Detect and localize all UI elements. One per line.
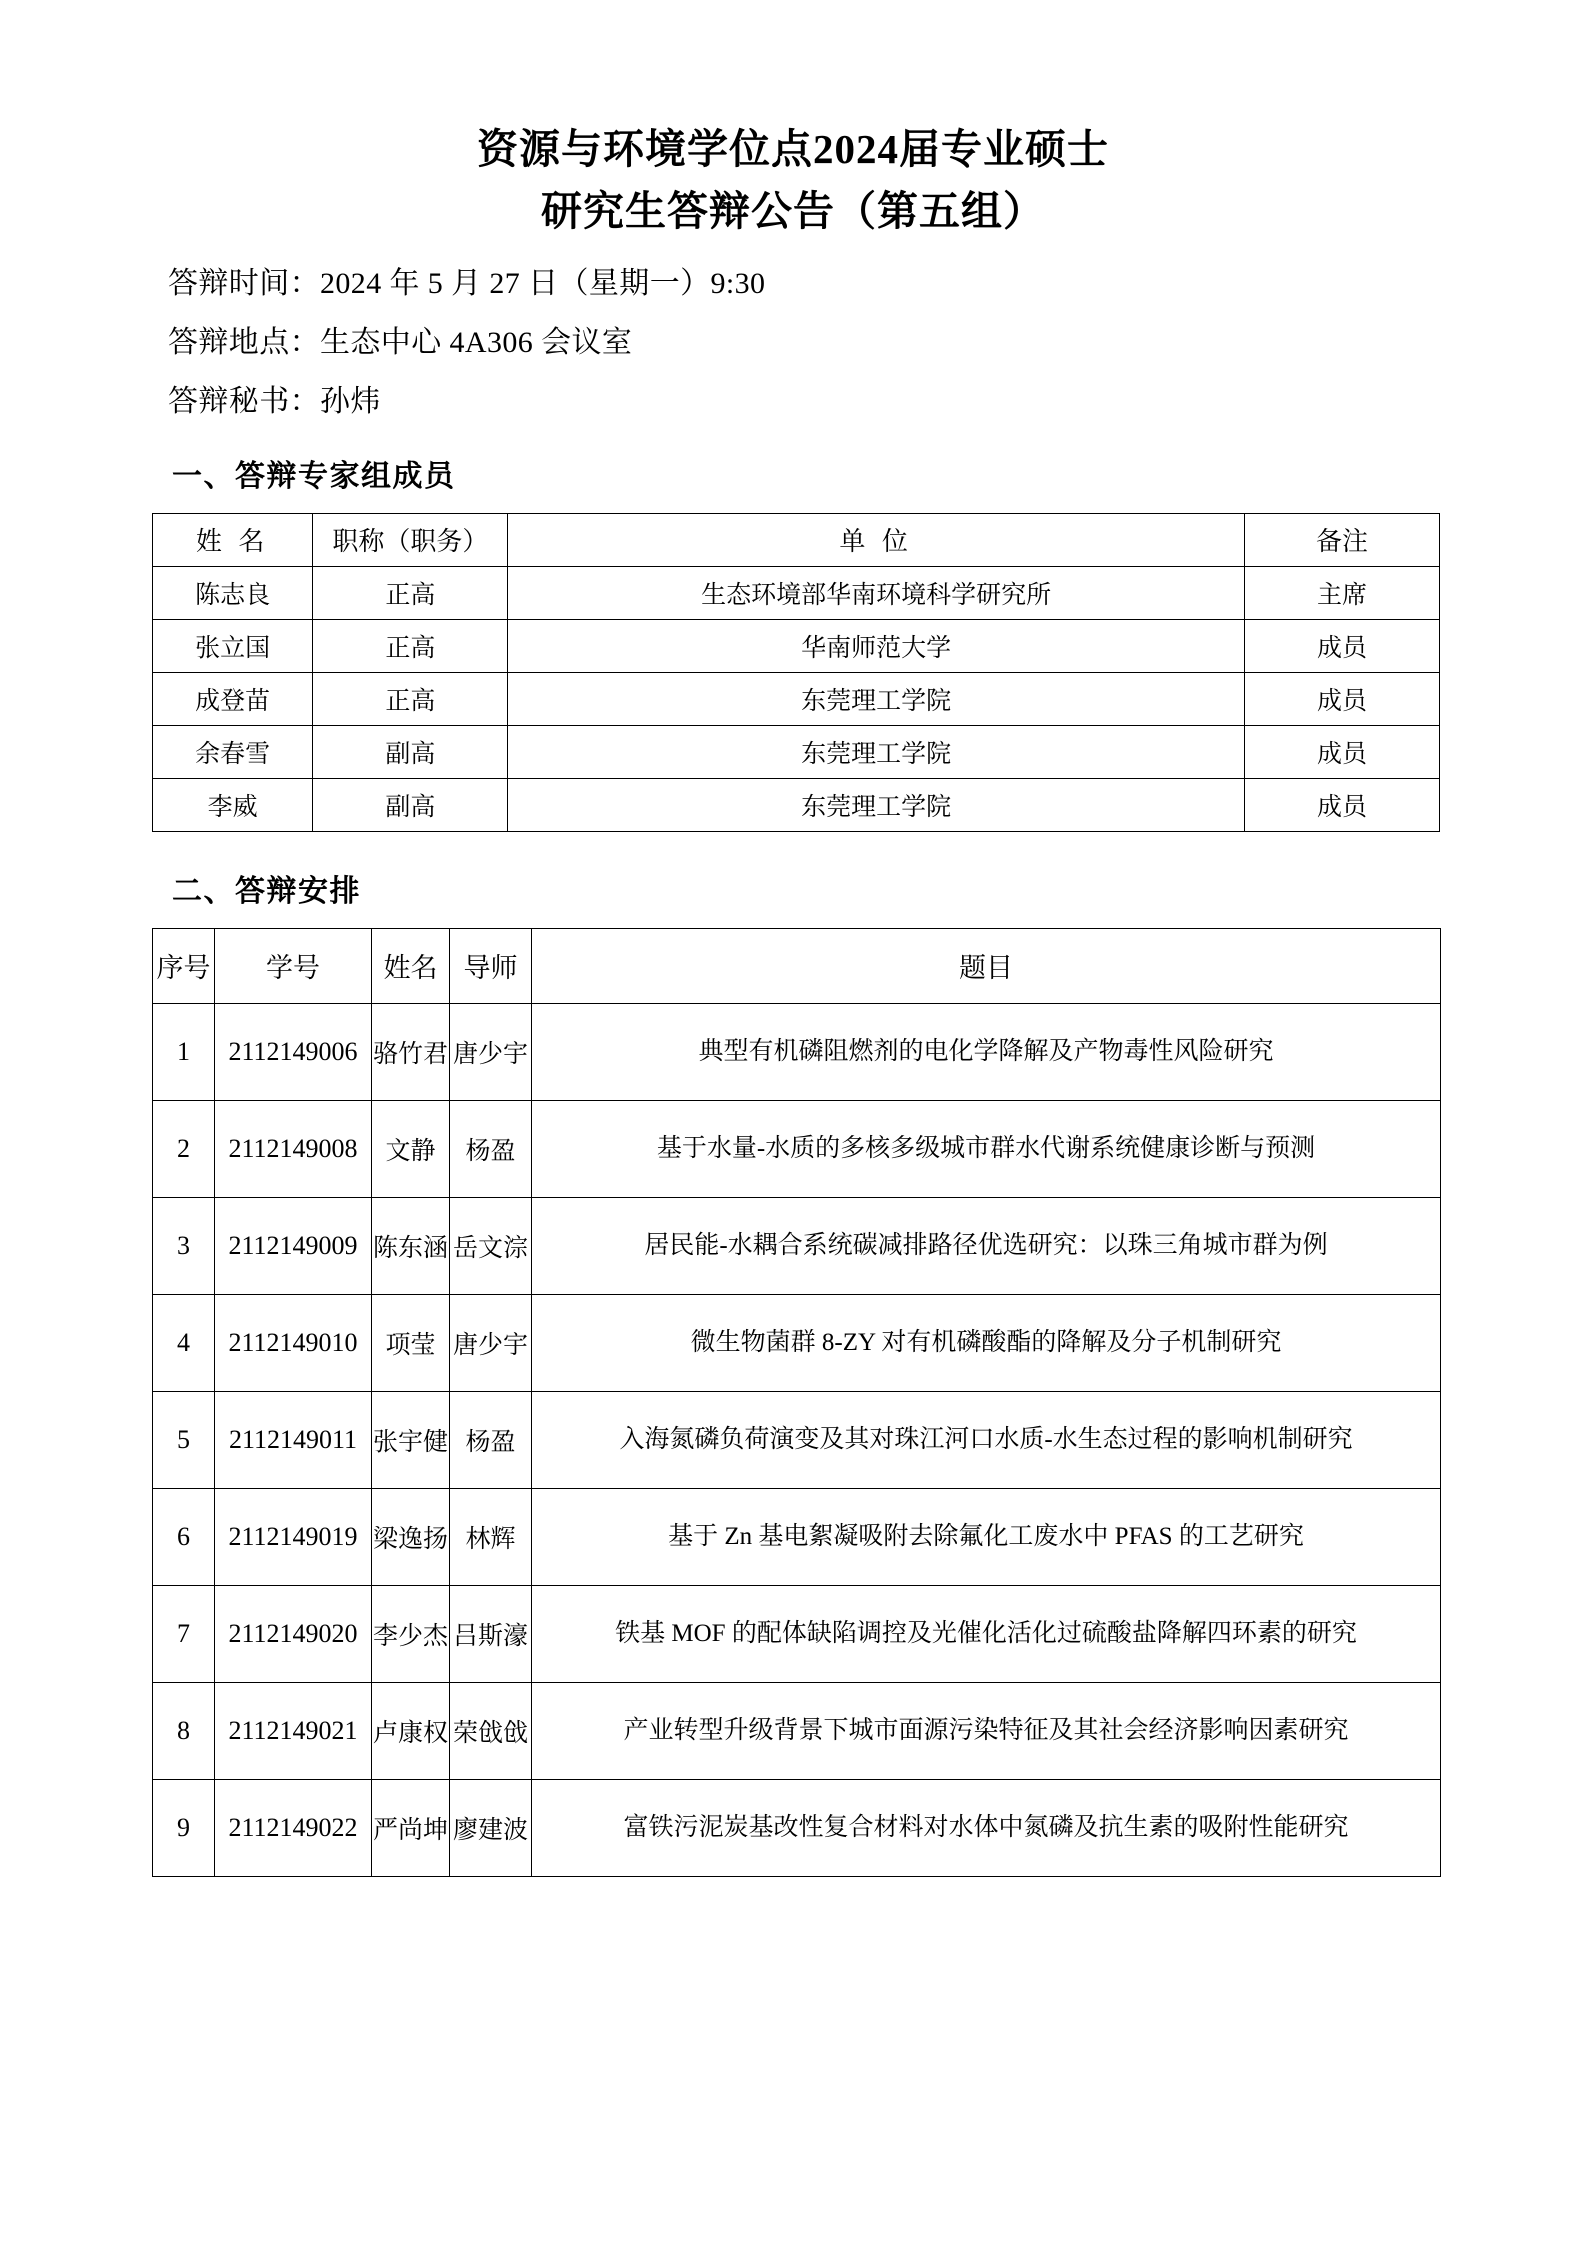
expert-note: 主席 [1244, 566, 1439, 619]
schedule-no: 9 [153, 1779, 215, 1876]
experts-col-title: 职称（职务） [313, 513, 508, 566]
table-row [153, 1391, 1441, 1488]
expert-title: 副高 [313, 725, 508, 778]
expert-name: 余春雪 [153, 725, 313, 778]
schedule-student-id: 2112149009 [215, 1197, 372, 1294]
schedule-advisor: 廖建波 [450, 1779, 532, 1876]
schedule-topic: 微生物菌群 8-ZY 对有机磷酸酯的降解及分子机制研究 [532, 1294, 1441, 1391]
schedule-student-id: 2112149010 [215, 1294, 372, 1391]
schedule-table [152, 928, 1441, 1877]
schedule-advisor: 荣戗戗 [450, 1682, 532, 1779]
experts-col-unit: 单 位 [508, 513, 1245, 566]
expert-name: 张立国 [153, 619, 313, 672]
schedule-student-id: 2112149008 [215, 1100, 372, 1197]
schedule-student-id: 2112149019 [215, 1488, 372, 1585]
expert-note: 成员 [1244, 672, 1439, 725]
schedule-col-sid: 学号 [215, 928, 372, 1003]
expert-unit: 东莞理工学院 [508, 672, 1245, 725]
schedule-topic: 入海氮磷负荷演变及其对珠江河口水质-水生态过程的影响机制研究 [532, 1391, 1441, 1488]
schedule-col-advisor: 导师 [450, 928, 532, 1003]
schedule-advisor: 杨盈 [450, 1100, 532, 1197]
schedule-advisor: 林辉 [450, 1488, 532, 1585]
schedule-student-name: 张宇健 [372, 1391, 450, 1488]
experts-table [152, 513, 1440, 832]
expert-title: 副高 [313, 778, 508, 831]
table-row [153, 1488, 1441, 1585]
expert-unit: 东莞理工学院 [508, 778, 1245, 831]
schedule-student-id: 2112149006 [215, 1003, 372, 1100]
schedule-advisor: 吕斯濠 [450, 1585, 532, 1682]
schedule-no: 6 [153, 1488, 215, 1585]
table-row [153, 619, 1440, 672]
defense-info-block [0, 266, 1586, 418]
page-title-line-1: 资源与环境学位点2024届专业硕士 [477, 126, 1109, 172]
table-row [153, 1100, 1441, 1197]
schedule-col-no: 序号 [153, 928, 215, 1003]
schedule-no: 3 [153, 1197, 215, 1294]
table-row [153, 1682, 1441, 1779]
section-heading-schedule: 二、答辩安排 [172, 874, 361, 908]
schedule-student-id: 2112149022 [215, 1779, 372, 1876]
schedule-student-name: 陈东涵 [372, 1197, 450, 1294]
schedule-advisor: 唐少宇 [450, 1294, 532, 1391]
schedule-student-name: 项莹 [372, 1294, 450, 1391]
expert-note: 成员 [1244, 619, 1439, 672]
schedule-advisor: 唐少宇 [450, 1003, 532, 1100]
schedule-no: 2 [153, 1100, 215, 1197]
schedule-student-name: 骆竹君 [372, 1003, 450, 1100]
schedule-no: 5 [153, 1391, 215, 1488]
schedule-student-name: 梁逸扬 [372, 1488, 450, 1585]
schedule-advisor: 岳文淙 [450, 1197, 532, 1294]
table-row [153, 566, 1440, 619]
expert-title: 正高 [313, 619, 508, 672]
schedule-advisor: 杨盈 [450, 1391, 532, 1488]
schedule-col-topic: 题目 [532, 928, 1441, 1003]
expert-name: 李威 [153, 778, 313, 831]
defense-place: 答辩地点：生态中心 4A306 会议室 [168, 325, 633, 359]
schedule-student-name: 严尚坤 [372, 1779, 450, 1876]
page-title [0, 0, 1586, 243]
schedule-no: 7 [153, 1585, 215, 1682]
expert-note: 成员 [1244, 725, 1439, 778]
expert-unit: 生态环境部华南环境科学研究所 [508, 566, 1245, 619]
schedule-no: 4 [153, 1294, 215, 1391]
table-row [153, 1197, 1441, 1294]
expert-title: 正高 [313, 672, 508, 725]
experts-col-note: 备注 [1244, 513, 1439, 566]
table-row [153, 1779, 1441, 1876]
expert-title: 正高 [313, 566, 508, 619]
schedule-topic: 基于 Zn 基电絮凝吸附去除氟化工废水中 PFAS 的工艺研究 [532, 1488, 1441, 1585]
schedule-topic: 典型有机磷阻燃剂的电化学降解及产物毒性风险研究 [532, 1003, 1441, 1100]
schedule-topic: 基于水量-水质的多核多级城市群水代谢系统健康诊断与预测 [532, 1100, 1441, 1197]
schedule-no: 1 [153, 1003, 215, 1100]
schedule-topic: 铁基 MOF 的配体缺陷调控及光催化活化过硫酸盐降解四环素的研究 [532, 1585, 1441, 1682]
experts-col-name: 姓 名 [153, 513, 313, 566]
table-row [153, 778, 1440, 831]
schedule-table-header-row [153, 928, 1441, 1003]
schedule-topic: 居民能-水耦合系统碳减排路径优选研究：以珠三角城市群为例 [532, 1197, 1441, 1294]
expert-name: 成登苗 [153, 672, 313, 725]
schedule-topic: 产业转型升级背景下城市面源污染特征及其社会经济影响因素研究 [532, 1682, 1441, 1779]
table-row [153, 672, 1440, 725]
schedule-no: 8 [153, 1682, 215, 1779]
defense-secretary: 答辩秘书：孙炜 [168, 384, 381, 418]
table-row [153, 1294, 1441, 1391]
schedule-topic: 富铁污泥炭基改性复合材料对水体中氮磷及抗生素的吸附性能研究 [532, 1779, 1441, 1876]
schedule-col-name: 姓名 [372, 928, 450, 1003]
table-row [153, 1585, 1441, 1682]
table-row [153, 1003, 1441, 1100]
expert-unit: 东莞理工学院 [508, 725, 1245, 778]
schedule-student-name: 李少杰 [372, 1585, 450, 1682]
experts-table-header-row [153, 513, 1440, 566]
schedule-student-id: 2112149011 [215, 1391, 372, 1488]
schedule-student-name: 卢康权 [372, 1682, 450, 1779]
section-heading-experts: 一、答辩专家组成员 [172, 459, 456, 493]
expert-unit: 华南师范大学 [508, 619, 1245, 672]
page-title-line-2: 研究生答辩公告（第五组） [541, 188, 1045, 235]
expert-name: 陈志良 [153, 566, 313, 619]
expert-note: 成员 [1244, 778, 1439, 831]
schedule-student-id: 2112149021 [215, 1682, 372, 1779]
table-row [153, 725, 1440, 778]
schedule-student-id: 2112149020 [215, 1585, 372, 1682]
defense-time: 答辩时间：2024 年 5 月 27 日（星期一）9:30 [168, 266, 766, 300]
schedule-student-name: 文静 [372, 1100, 450, 1197]
